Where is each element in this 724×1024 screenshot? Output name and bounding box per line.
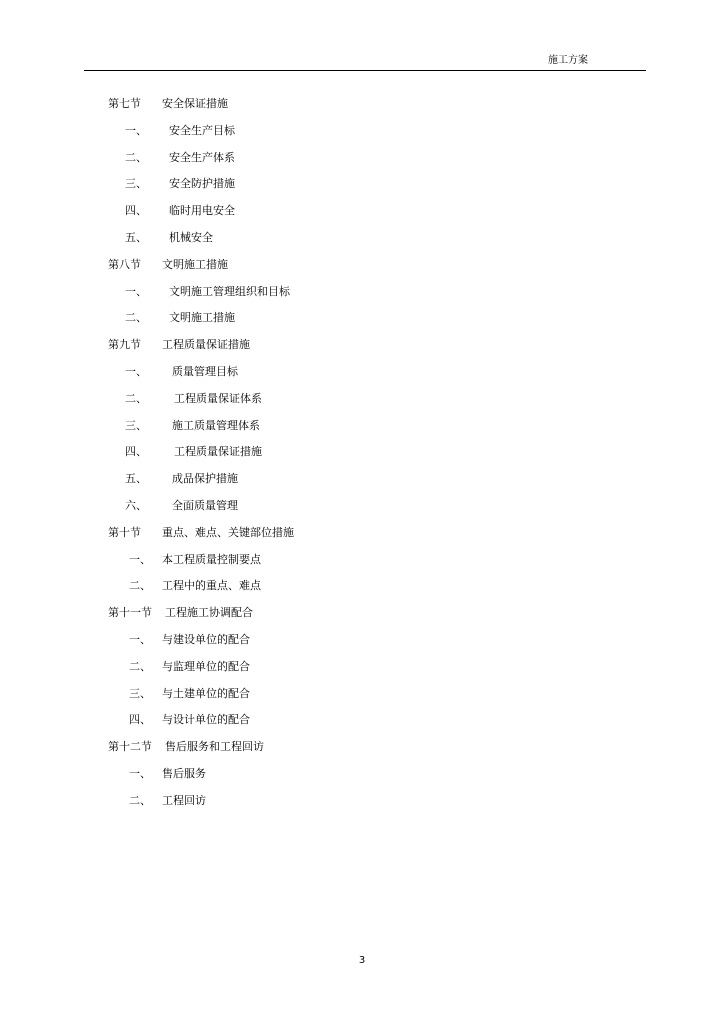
toc-section-row <box>0 97 724 124</box>
toc-item-number: 一、 <box>129 552 151 566</box>
toc-item-title: 工程质量保证体系 <box>174 391 262 405</box>
toc-item-number: 六、 <box>125 498 147 512</box>
toc-section-row <box>0 606 724 633</box>
toc-section-number: 第八节 <box>108 257 141 271</box>
toc-section-title: 工程质量保证措施 <box>162 338 250 352</box>
toc-section-number: 第十二节 <box>108 740 152 754</box>
toc-item-title: 售后服务 <box>162 766 206 780</box>
toc-item-number: 一、 <box>125 284 147 298</box>
toc-item-number: 二、 <box>125 391 147 405</box>
toc-section-title: 售后服务和工程回访 <box>165 740 264 754</box>
toc-item-row <box>0 445 724 472</box>
toc-item-row <box>0 151 724 178</box>
toc-item-row <box>0 660 724 687</box>
toc-item-number: 一、 <box>125 123 147 137</box>
toc-item-number: 二、 <box>129 793 151 807</box>
toc-item-row <box>0 499 724 526</box>
toc-item-title: 与设计单位的配合 <box>162 713 250 727</box>
toc-section-title: 重点、难点、关键部位措施 <box>162 525 294 539</box>
toc-item-row <box>0 687 724 714</box>
toc-item-row <box>0 472 724 499</box>
toc-item-number: 二、 <box>125 150 147 164</box>
toc-item-row <box>0 231 724 258</box>
toc-item-title: 与建设单位的配合 <box>162 632 250 646</box>
toc-section-title: 工程施工协调配合 <box>165 606 253 620</box>
toc-item-title: 工程中的重点、难点 <box>162 579 261 593</box>
toc-item-number: 一、 <box>125 364 147 378</box>
toc-item-number: 二、 <box>129 579 151 593</box>
toc-item-title: 与土建单位的配合 <box>162 686 250 700</box>
toc-item-title: 施工质量管理体系 <box>172 418 260 432</box>
toc-item-title: 安全生产体系 <box>169 150 235 164</box>
toc-section-number: 第十一节 <box>108 606 152 620</box>
toc-section-row <box>0 526 724 553</box>
toc-section-number: 第十节 <box>108 525 141 539</box>
toc-item-number: 四、 <box>125 445 147 459</box>
toc-item-title: 临时用电安全 <box>169 204 235 218</box>
toc-item-title: 文明施工管理组织和目标 <box>169 284 290 298</box>
toc-item-title: 本工程质量控制要点 <box>162 552 261 566</box>
toc-section-number: 第七节 <box>108 97 141 110</box>
toc-item-title: 全面质量管理 <box>172 498 238 512</box>
toc-item-title: 工程回访 <box>162 793 206 807</box>
toc-item-number: 四、 <box>125 204 147 218</box>
toc-item-title: 质量管理目标 <box>172 364 238 378</box>
toc-item-title: 安全防护措施 <box>169 177 235 191</box>
toc-item-row <box>0 204 724 231</box>
toc-item-row <box>0 285 724 312</box>
toc-section-row <box>0 258 724 285</box>
toc-item-number: 三、 <box>125 177 147 191</box>
page-number: 3 <box>358 955 366 966</box>
toc-item-number: 二、 <box>125 311 147 325</box>
toc-item-number: 三、 <box>125 418 147 432</box>
toc-item-row <box>0 713 724 740</box>
toc-item-title: 安全生产目标 <box>169 123 235 137</box>
toc-item-title: 成品保护措施 <box>172 472 238 486</box>
toc-item-row <box>0 177 724 204</box>
toc-item-number: 五、 <box>125 472 147 486</box>
toc-item-number: 三、 <box>129 686 151 700</box>
toc-section-row <box>0 338 724 365</box>
toc-item-title: 机械安全 <box>169 230 213 244</box>
toc-item-title: 工程质量保证措施 <box>174 445 262 459</box>
toc-item-title: 文明施工措施 <box>169 311 235 325</box>
header-divider <box>84 70 646 71</box>
toc-item-number: 一、 <box>129 766 151 780</box>
toc-item-row <box>0 579 724 606</box>
toc-item-number: 二、 <box>129 659 151 673</box>
toc-item-number: 四、 <box>129 713 151 727</box>
toc-item-title: 与监理单位的配合 <box>162 659 250 673</box>
toc-item-row <box>0 311 724 338</box>
toc-section-row <box>0 740 724 767</box>
toc-item-number: 五、 <box>125 230 147 244</box>
toc-section-number: 第九节 <box>108 338 141 352</box>
toc-item-row <box>0 633 724 660</box>
toc-section-title: 文明施工措施 <box>162 257 228 271</box>
toc-item-row <box>0 767 724 794</box>
toc-item-number: 一、 <box>129 632 151 646</box>
toc-item-row <box>0 124 724 151</box>
table-of-contents <box>0 97 724 821</box>
toc-section-title: 安全保证措施 <box>162 97 228 110</box>
toc-item-row <box>0 365 724 392</box>
toc-item-row <box>0 794 724 821</box>
toc-item-row <box>0 419 724 446</box>
toc-item-row <box>0 392 724 419</box>
toc-item-row <box>0 553 724 580</box>
header-title: 施工方案 <box>548 55 588 66</box>
